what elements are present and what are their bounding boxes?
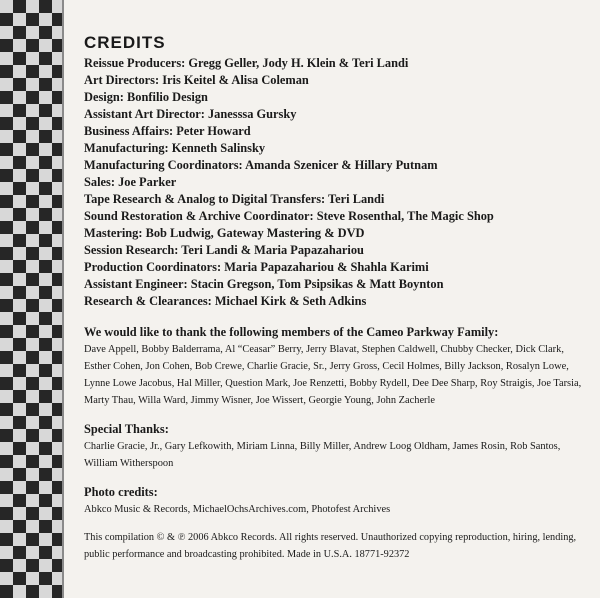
credit-line: Research & Clearances: Michael Kirk & Seth Adkins — [84, 294, 367, 308]
credit-line: Assistant Engineer: Stacin Gregson, Tom Psipsikas & Matt Boynton — [84, 277, 444, 291]
credits-list — [84, 55, 584, 310]
credit-line: Design: Bonfilio Design — [84, 90, 208, 104]
credit-line: Business Affairs: Peter Howard — [84, 124, 251, 138]
divider-rule — [62, 0, 64, 598]
credit-line: Sales: Joe Parker — [84, 175, 177, 189]
credit-line: Sound Restoration & Archive Coordinator: Steve Rosenthal, The Magic Shop — [84, 209, 494, 223]
page-title: CREDITS — [84, 33, 166, 52]
legal-notice: This compilation © & ℗ 2006 Abkco Records. All rights reserved. Unauthorized copying reproduction, hiring, lending, public performance and broadcasting prohibited. Made in U.S.A. 18771-92372 — [84, 532, 577, 560]
credit-line: Manufacturing Coordinators: Amanda Szenicer & Hillary Putnam — [84, 158, 438, 172]
photo-credits-heading: Photo credits: — [84, 485, 158, 499]
special-thanks-heading: Special Thanks: — [84, 422, 169, 436]
credit-line: Tape Research & Analog to Digital Transfers: Teri Landi — [84, 192, 385, 206]
credit-line: Session Research: Teri Landi & Maria Papazahariou — [84, 243, 364, 257]
credit-line: Reissue Producers: Gregg Geller, Jody H. Klein & Teri Landi — [84, 56, 409, 70]
credits-page — [84, 33, 584, 563]
checkerboard-border — [0, 0, 62, 598]
credit-line: Art Directors: Iris Keitel & Alisa Coleman — [84, 73, 309, 87]
family-thanks-heading: We would like to thank the following members of the Cameo Parkway Family: — [84, 325, 499, 339]
credit-line: Production Coordinators: Maria Papazahariou & Shahla Karimi — [84, 260, 429, 274]
photo-credits-text: Abkco Music & Records, MichaelOchsArchives.com, Photofest Archives — [84, 504, 391, 515]
family-names: Dave Appell, Bobby Balderrama, Al “Ceasar” Berry, Jerry Blavat, Stephen Caldwell, Chubby Checker, Dick Clark, Esther Cohen, Jon Cohen, Bob Crewe, Charlie Gracie, Sr., Jerry Gross, Cecil Holmes, Billy Jackson, Rosalyn Lowe, Lynne Lowe Jacobus, Hal Miller, Question Mark, Joe Renzetti, Bobby Rydell, Dee Dee Sharp, Roy Straigis, Joe Tarsia, Marty Thau, Willa Ward, Jimmy Wisner, Joe Wissert, Georgie Young, John Zacherle — [84, 344, 582, 406]
credit-line: Mastering: Bob Ludwig, Gateway Mastering & DVD — [84, 226, 365, 240]
credit-line: Manufacturing: Kenneth Salinsky — [84, 141, 266, 155]
special-thanks-names: Charlie Gracie, Jr., Gary Lefkowith, Miriam Linna, Billy Miller, Andrew Loog Oldham, James Rosin, Rob Santos, William Witherspoon — [84, 441, 561, 469]
credit-line: Assistant Art Director: Janesssa Gursky — [84, 107, 297, 121]
